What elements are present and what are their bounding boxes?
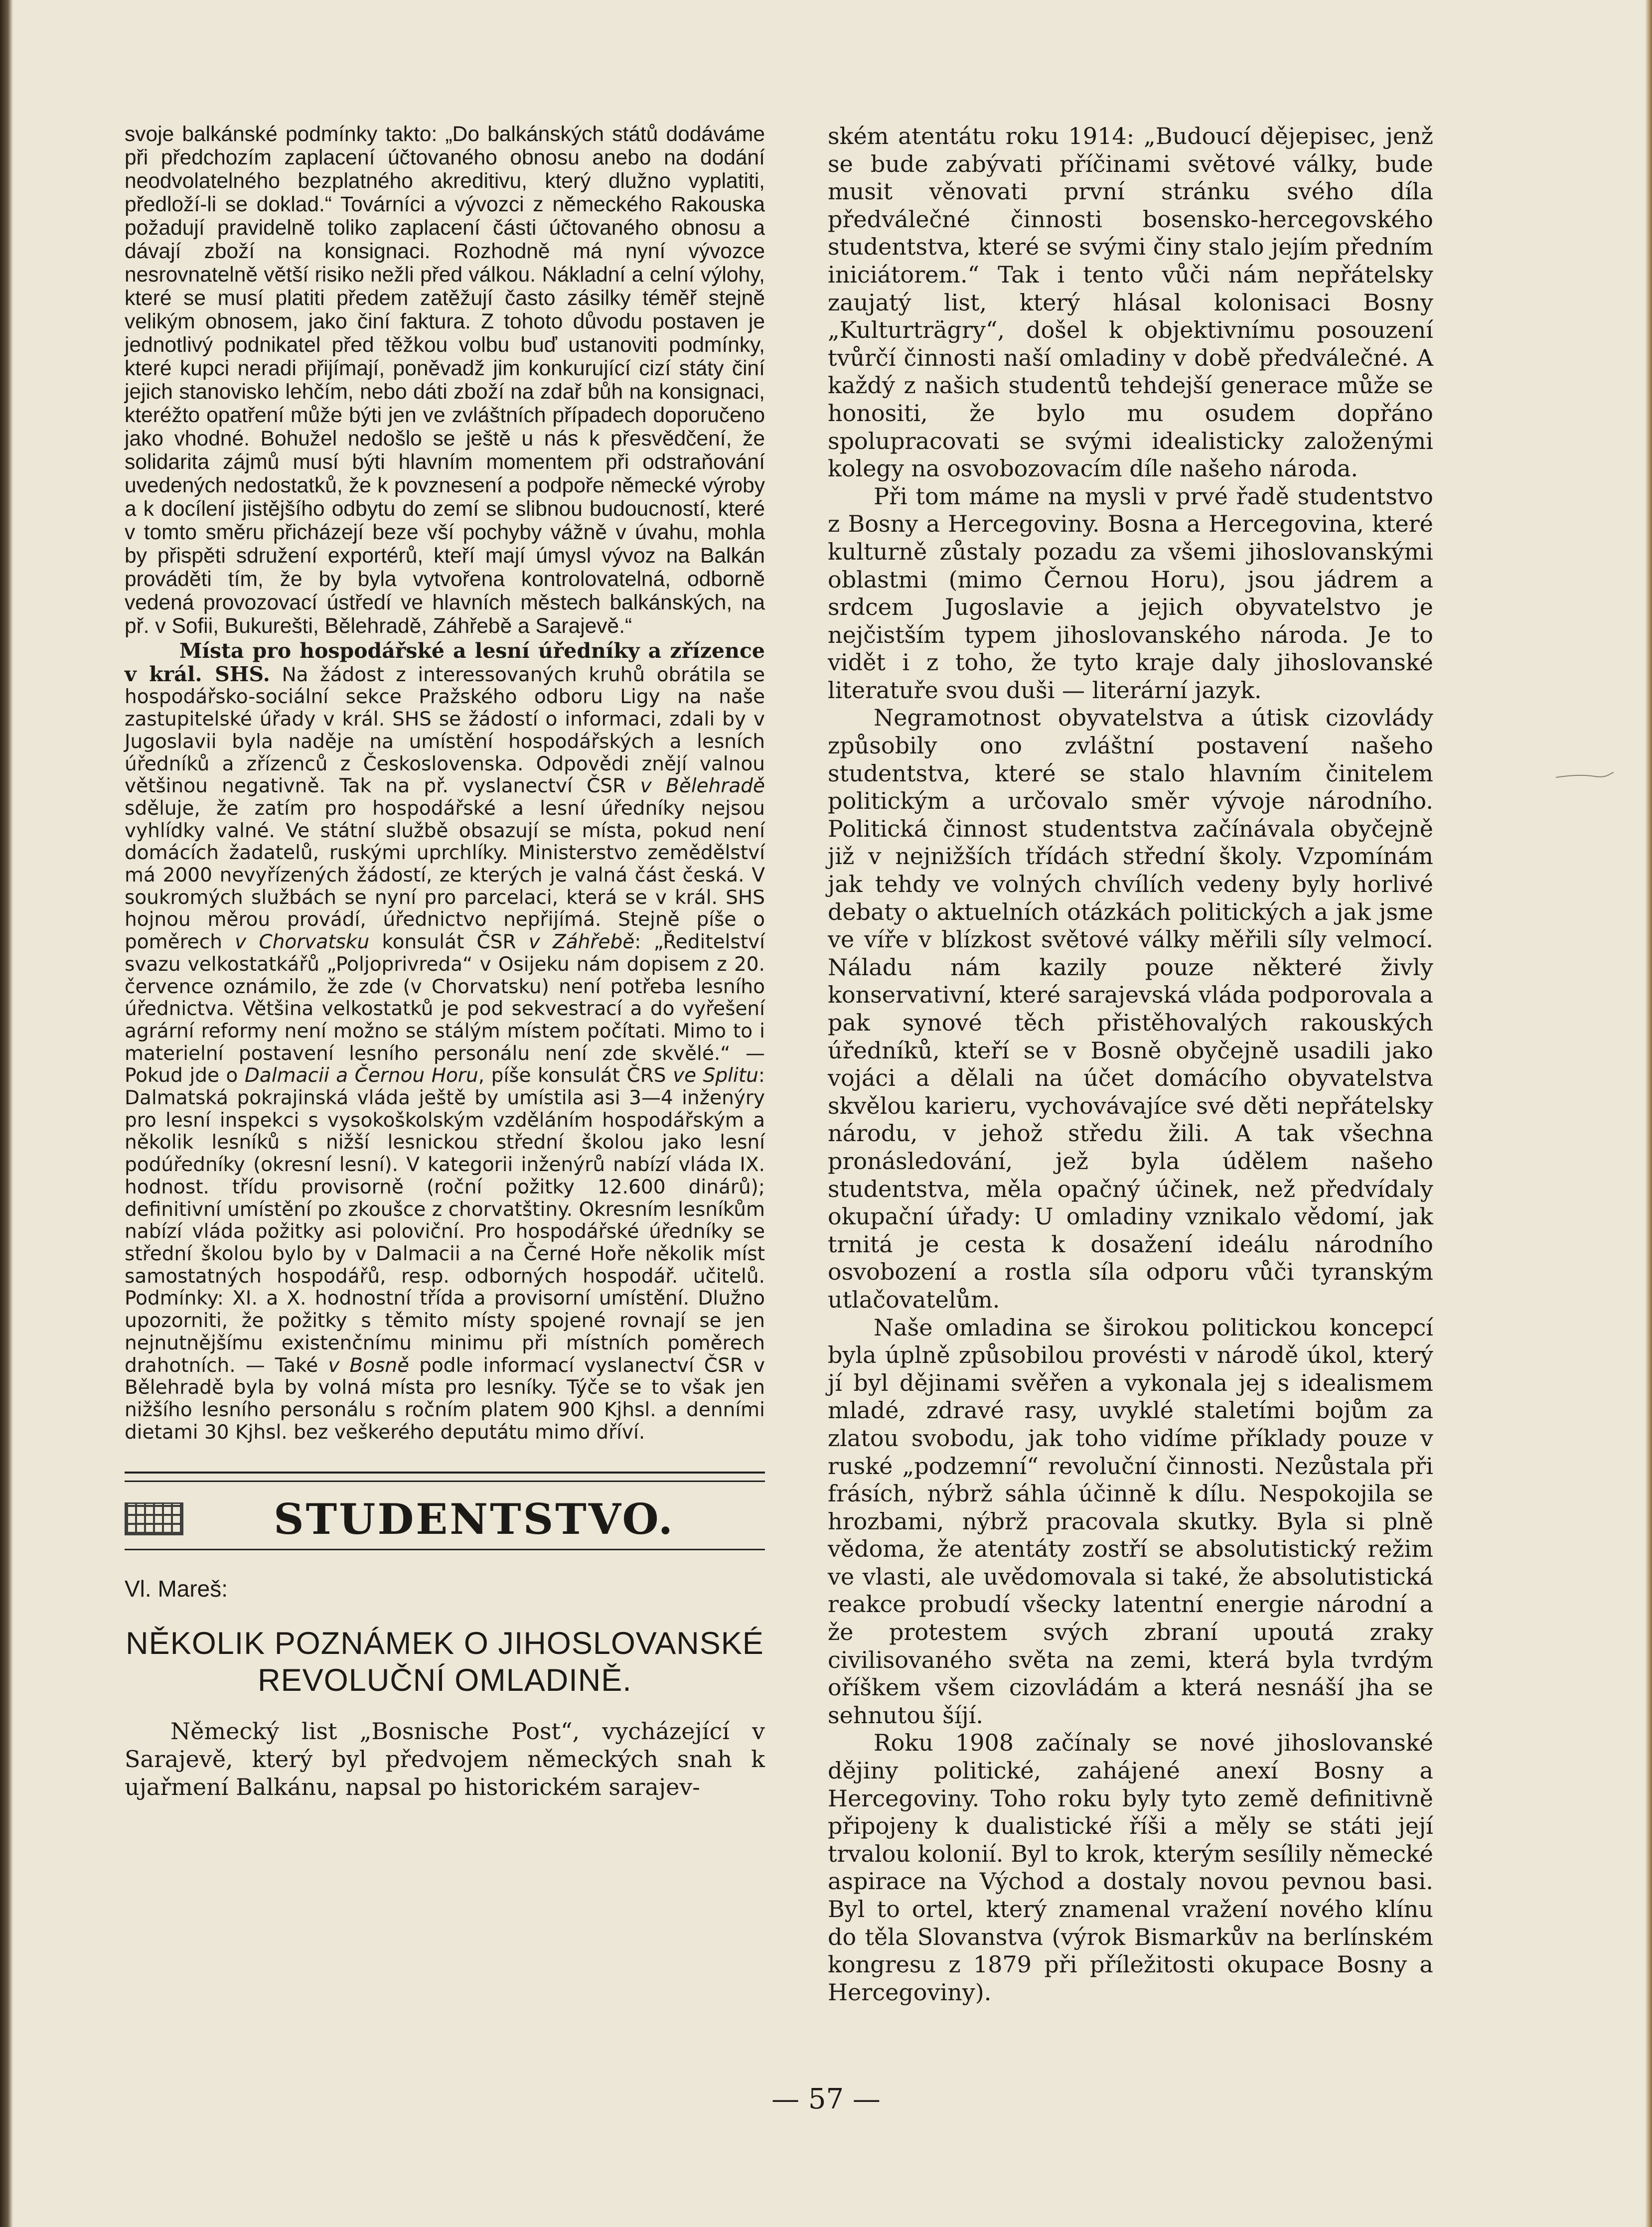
article-paragraph: ském atentátu roku 1914: „Budoucí dějepisec, jenž se bude zabývati příčinami světové války, bude musit věnovati první stránku svého díla předválečné činnosti bosensko-hercegovského studentstva, které se svými činy stalo jejím předním iniciátorem.“ Tak i tento vůči nám nepřátelsky zaujatý list, který hlásal kolonisaci Bosny „Kulturträgry“, došel k objektivnímu posouzení tvůrčí činnosti naší omladiny v době předválečné. A každý z našich studentů tehdejší generace může se honositi, že bylo mu osudem dopřáno spolupracovati se svými idealisticky založenými kolegy na osvobozovacím díle našeho národa. bbox=[828, 123, 1433, 482]
news-place-4: Dalmacii a Černou Horu bbox=[244, 1064, 478, 1087]
section-header-rule bbox=[125, 1549, 765, 1550]
news-text-6: : Dalmatská pokrajinská vláda ještě by umístila asi 3—4 inženýry pro lesní inspekci s vysokoškolským vzděláním hospodářským a několik lesníků s nižší lesnickou střední školou jako lesní podúředníky (okresní lesní). V kategorii inženýrů nabízí vláda IX. hodnost. třídu provisorně (roční požitky 12.600 dinárů); definitivní umístění po zkoušce z chorvatštiny. Okresním lesníkům nabízí vláda požitky asi poloviční. Pro hospodářské úředníky se střední školou bylo by v Dalmacii a na Černé Hoře několik míst samostatných hospodářů, resp. odborných hospodář. učitelů. Podmínky: XI. a X. hodnostní třída a provisorní umístění. Dlužno upozorniti, že požitky s těmito místy spojené rovnají se jen nejnutnějšímu existenčnímu minimu při místních poměrech drahotních. — Také bbox=[125, 1064, 765, 1377]
news-text-2: sděluje, že zatím pro hospodářské a lesní úředníky nejsou vyhlídky valné. Ve státní službě obsazují se místa, pokud není domácích žadatelů, ruskými uprchlíky. Ministerstvo zemědělství má 2000 nevyřízených žádostí, ze kterých je valná část česká. V soukromých službách se nyní pro parcelaci, která se v král. SHS hojnou měrou provádí, úřednictvo nepřijímá. Stejně píše o poměrech bbox=[125, 797, 765, 954]
page-number: — 57 — bbox=[771, 2083, 881, 2115]
pencil-mark-icon bbox=[1555, 770, 1615, 780]
news-text-5: , píše konsulát ČRS bbox=[478, 1064, 673, 1087]
news-title: Místa pro hospodářské a lesní úředníky a zřízence v král. SHS. bbox=[125, 639, 765, 686]
news-text-1: Na žádost z interessovaných kruhů obrátila se hospodářsko-sociální sekce Pražského odboru Ligy na naše zastupitelské úřady v král. SHS se žádostí o informaci, zdali by v Jugoslavii byla naděje na umístění hospodářských a lesních úředníků a zřízenců z Československa. Odpovědi znějí valnou většinou negativně. Tak na př. vyslanectví ČSR bbox=[125, 663, 765, 798]
article-paragraph: Při tom máme na mysli v prvé řadě studentstvo z Bosny a Hercegoviny. Bosna a Hercegovina, které kulturně zůstaly pozadu za všemi jihoslovanskými oblastmi (mimo Černou Horu), jsou jádrem a srdcem Jugoslavie a jejich obyvatelstvo je nejčistším typem jihoslovanského národa. Je to vidět i z toho, že tyto kraje daly jihoslovanské literatuře svou duši — literární jazyk. bbox=[828, 482, 1433, 704]
news-text-3: konsulát ČSR bbox=[369, 931, 529, 954]
scan-left-edge bbox=[0, 0, 13, 2227]
article-paragraph: Naše omladina se širokou politickou koncepcí byla úplně způsobilou provésti v národě úkol, který jí byl dějinami svěřen a vykonala jej s idealismem mladé, zdravé rasy, uvyklé staletími bojům za zlatou svobodu, jak toho vidíme příklady pouze v ruské „podzemní“ revoluční činnosti. Nezůstala při frásích, nýbrž sáhla účinně k dílu. Nespokojila se hrozbami, nýbrž pracovala skutky. Byla si plně vědoma, že atentáty zostří se absolutistický režim ve vlasti, ale uvědomovala si také, že absolutistická reakce probudí všecky latentní energie národní a že protestem svých zbraní upoutá zraky civilisovaného světa na zemi, která byla tvrdým oříškem všem cizovládám a která nesnáší jha se sehnutou šíjí. bbox=[828, 1314, 1433, 1729]
news-item bbox=[125, 640, 765, 1444]
news-place-6: v Bosně bbox=[328, 1354, 410, 1377]
news-place-1: v Bělehradě bbox=[640, 775, 765, 798]
left-column bbox=[125, 123, 765, 1801]
article-paragraph: Roku 1908 začínaly se nové jihoslovanské dějiny politické, zahájené anexí Bosny a Hercegoviny. Toho roku byly tyto země definitivně připojeny k dualistické říši a měly se státi její trvalou kolonií. Byl to krok, kterým sesílily německé aspirace na Východ a dostaly novou pevnou basi. Byl to ortel, který znamenal vražení nového klínu do těla Slovanstva (výrok Bismarkův na berlínském kongresu z 1879 při příležitosti okupace Bosny a Hercegoviny). bbox=[828, 1729, 1433, 2006]
section-divider bbox=[125, 1472, 765, 1482]
section-title: STUDENTSTVO. bbox=[274, 1494, 675, 1544]
news-place-2: v Chorvatsku bbox=[235, 931, 370, 954]
continued-article-text: svoje balkánské podmínky takto: „Do balkánských států dodáváme při předchozím zaplacení účtovaného obnosu anebo na dodání neodvolatelného bezplatného akreditivu, který dlužno vyplatiti, předloží-li se doklad.“ Továrníci a vývozci z německého Rakouska požadují pravidelně toliko zaplacení části účtovaného obnosu a dávají zboží na konsignaci. Rozhodně má nyní vývozce nesrovnatelně větší risiko nežli před válkou. Nákladní a celní výlohy, které se musí platiti předem zatěžují často zásilky téměř stejně velikým obnosem, jako činí faktura. Z tohoto důvodu postaven je jednotlivý podnikatel před těžkou volbu buď ustanoviti podmínky, které kupci neradi přijímají, poněvadž jim konkurující cizí státy činí jejich stanovisko lehčím, nebo dáti zboží na zdař bůh na konsignaci, kteréžto opatření může býti jen ve zvláštních případech doporučeno jako vhodné. Bohužel nedošlo se ještě u nás k přesvědčení, že solidarita zájmů musí býti hlavním momentem při odstraňování uvedených nedostatků, že k povznesení a podpoře německé výroby a k docílení jistějšího odbytu do zemí se slibnou budoucností, které v tomto směru přicházejí beze vší pochyby vážně v úvahu, mohla by přispěti sdružení exportérů, kteří mají úmysl vývoz na Balkán prováděti tím, že by byla vytvořena kontrolovatelná, odborně vedená provozovací ústředí ve hlavních městech balkánských, na př. v Sofii, Bukurešti, Bělehradě, Záhřebě a Sarajevě.“ bbox=[125, 123, 765, 638]
section-header bbox=[125, 1494, 765, 1544]
news-place-3: v Záhřebě bbox=[528, 931, 635, 954]
article-intro-paragraph: Německý list „Bosnische Post“, vycházející v Sarajevě, který byl předvojem německých snah k ujařmení Balkánu, napsal po historickém sarajev- bbox=[125, 1718, 765, 1800]
news-text-4: : „Ředitelství svazu velkostatkářů „Poljoprivreda“ v Osijeku nám dopisem z 20. července oznámilo, že zde (v Chorvatsku) není potřeba lesního úřednictva. Většina velkostatků je pod sekvestrací a do vyřešení agrární reformy není možno se stálým místem počítati. Mimo to i materielní postavení lesního personálu není zde skvělé.“ — Pokud jde o bbox=[125, 931, 765, 1087]
article-paragraph: Negramotnost obyvatelstva a útisk cizovlády způsobily ono zvláštní postavení našeho studentstva, které se stalo hlavním činitelem politickým a určovalo směr vývoje národního. Politická činnost studentstva začínávala obyčejně již v nejnižších třídách střední školy. Vzpomínám jak tehdy ve volných chvílích vedeny byly horlivé debaty o aktuelních otázkách politických a jak jsme ve víře v blízkost světové války měřili síly velmocí. Náladu nám kazily pouze některé živly konservativní, které sarajevská vláda podporovala a pak synové těch přistěhovalých rakouských úředníků, kteří se v Bosně obyčejně usadili jako vojáci a dělali na účet domácího obyvatelstva skvělou karieru, vychovávajíce své děti nepřátelsky národu, v jehož středu žili. A tak všechna pronásledování, jež byla údělem našeho studentstva, měla opačný účinek, než předvídaly okupační úřady: U omladiny vznikalo vědomí, jak trnitá je cesta k dosažení ideálu národního osvobození a rostla síla odporu vůči tyranským utlačovatelům. bbox=[828, 704, 1433, 1313]
news-text-7: podle informací vyslanectví ČSR v Bělehradě byla by volná místa pro lesníky. Týče se to však jen nižšího lesního personálu s ročním platem 900 Kjhsl. a denními dietami 30 Kjhsl. bez veškerého deputátu mimo dříví. bbox=[125, 1354, 765, 1444]
right-column bbox=[828, 123, 1433, 2006]
ornament-left-icon bbox=[125, 1502, 183, 1535]
scan-right-edge bbox=[1645, 0, 1652, 2227]
news-place-5: ve Splitu bbox=[673, 1064, 758, 1087]
article-author: Vl. Mareš: bbox=[125, 1576, 228, 1602]
article-title: NĚKOLIK POZNÁMEK O JIHOSLOVANSKÉ REVOLUČNÍ OMLADINĚ. bbox=[126, 1626, 764, 1698]
